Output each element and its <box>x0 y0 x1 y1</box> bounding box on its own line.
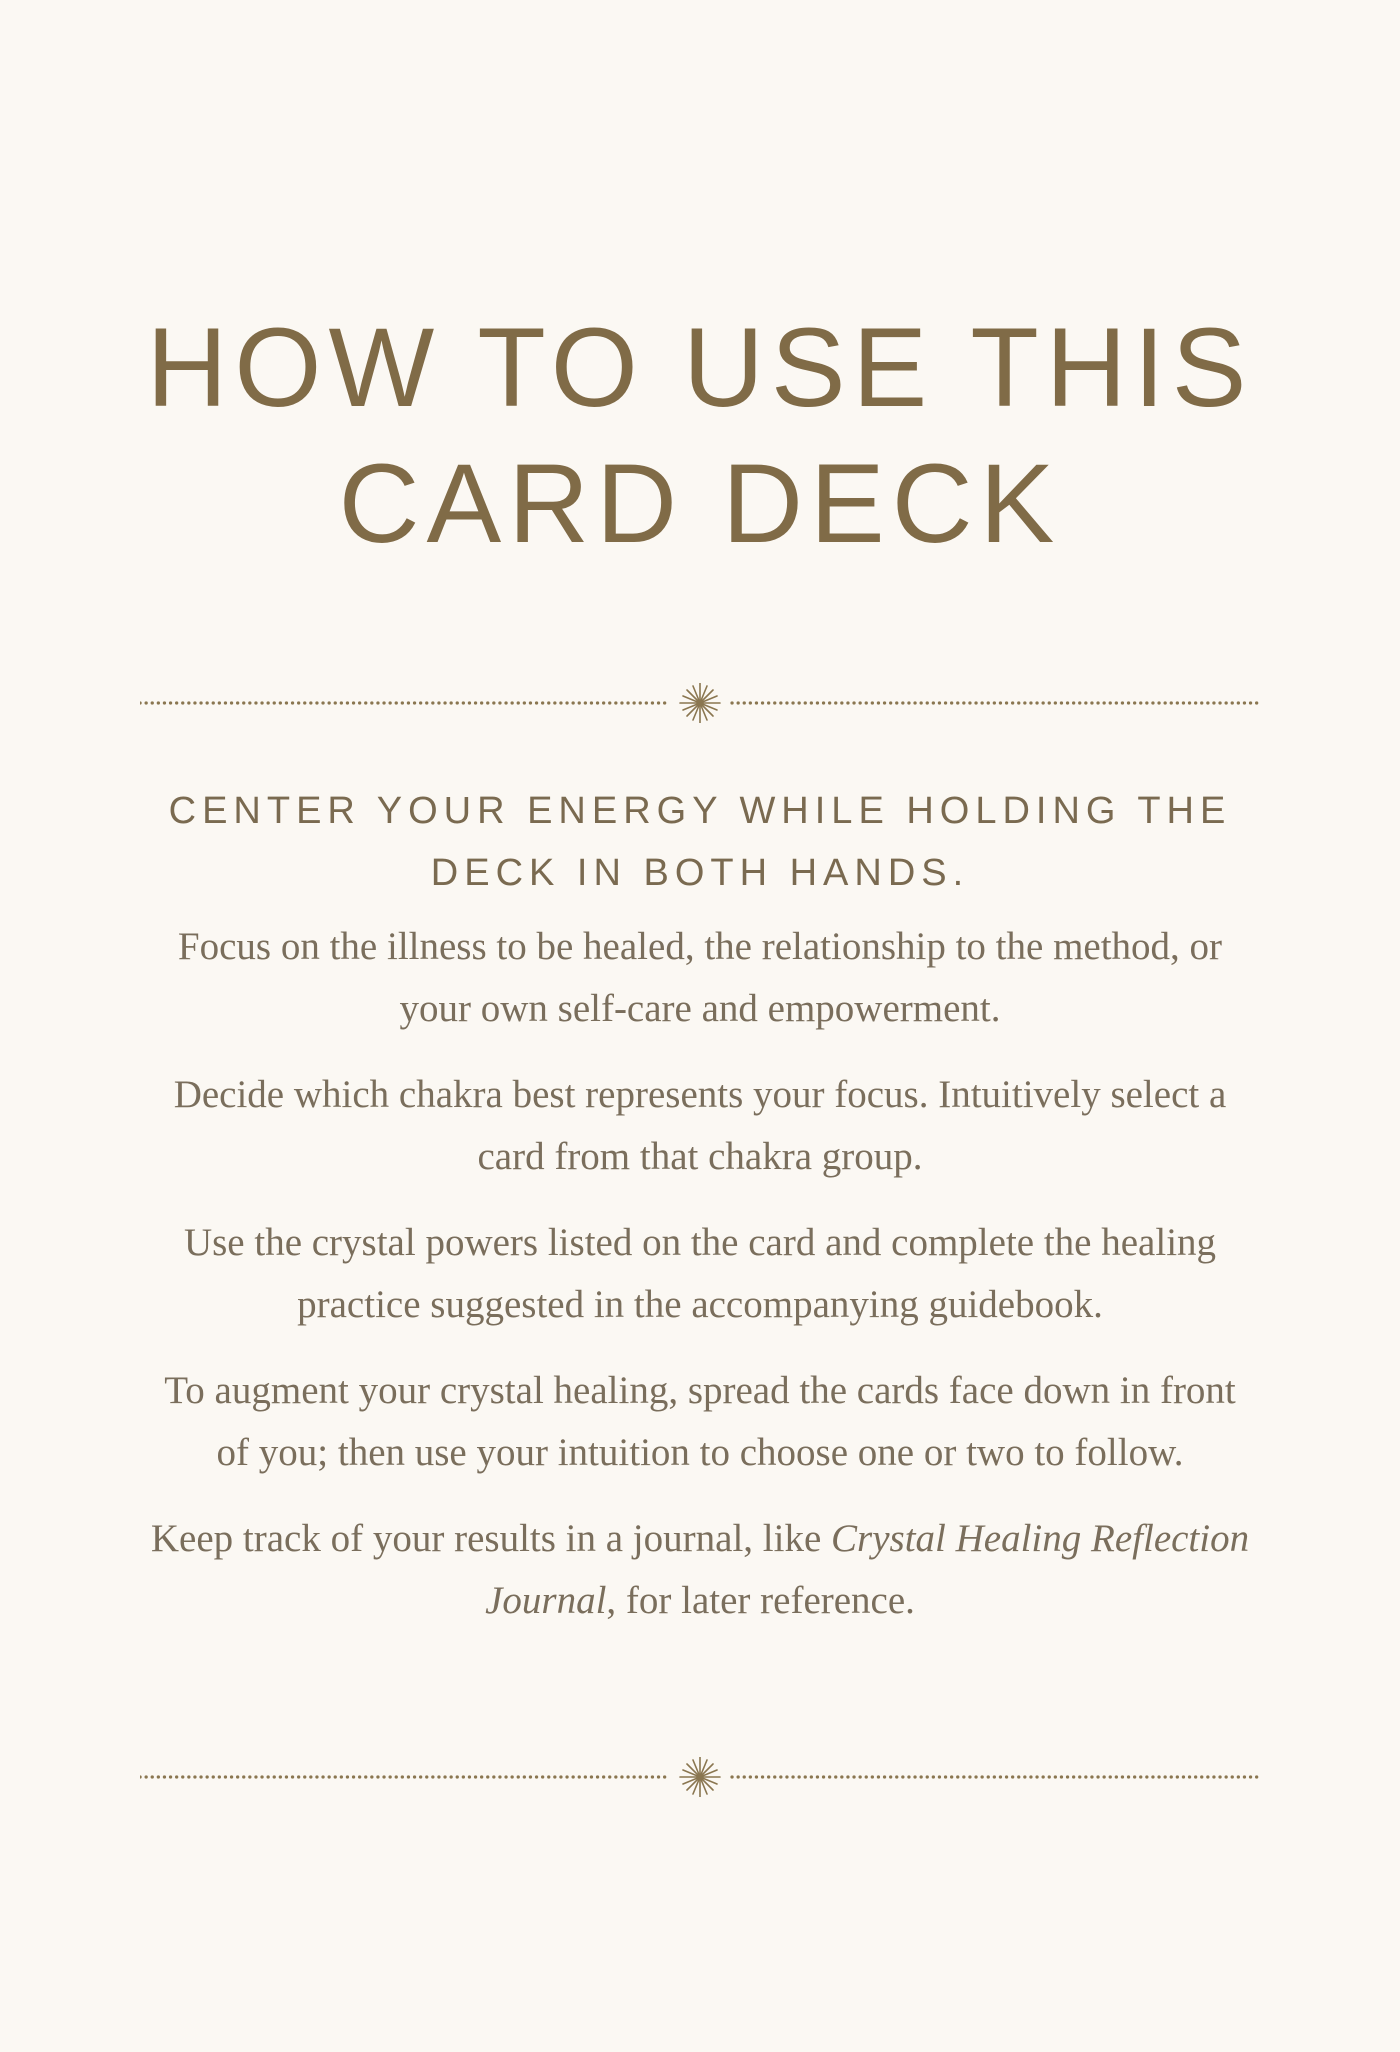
journal-title: Crystal Healing Reflection Journal <box>485 1517 1250 1622</box>
bottom-divider <box>140 1757 1260 1797</box>
section-heading-line-1: CENTER YOUR ENERGY WHILE HOLDING THE <box>168 790 1232 832</box>
title-line-2: CARD DECK <box>338 441 1062 566</box>
journal-text-before: Keep track of your results in a journal, like <box>150 1517 832 1560</box>
page-title <box>0 300 1400 572</box>
instruction-journal <box>150 1508 1250 1632</box>
journal-text-after: , for later reference. <box>606 1579 915 1622</box>
section-heading-line-2: DECK IN BOTH HANDS. <box>430 852 970 894</box>
top-divider <box>140 683 1260 723</box>
star-ornament-icon <box>680 683 720 723</box>
instruction-spread: To augment your crystal healing, spread the cards face down in front of you; then use your intuition to choose one or two to follow. <box>164 1369 1236 1474</box>
star-ornament-icon <box>680 1757 720 1797</box>
instruction-focus: Focus on the illness to be healed, the relationship to the method, or your own self-care and empowerment. <box>177 925 1223 1030</box>
title-line-1: HOW TO USE THIS <box>146 305 1254 430</box>
instruction-chakra: Decide which chakra best represents your focus. Intuitively select a card from that chakra group. <box>173 1073 1227 1178</box>
instruction-crystal-powers: Use the crystal powers listed on the card and complete the healing practice suggested in the accompanying guidebook. <box>183 1221 1217 1326</box>
instructions <box>150 780 1250 1656</box>
section-heading <box>150 780 1250 904</box>
